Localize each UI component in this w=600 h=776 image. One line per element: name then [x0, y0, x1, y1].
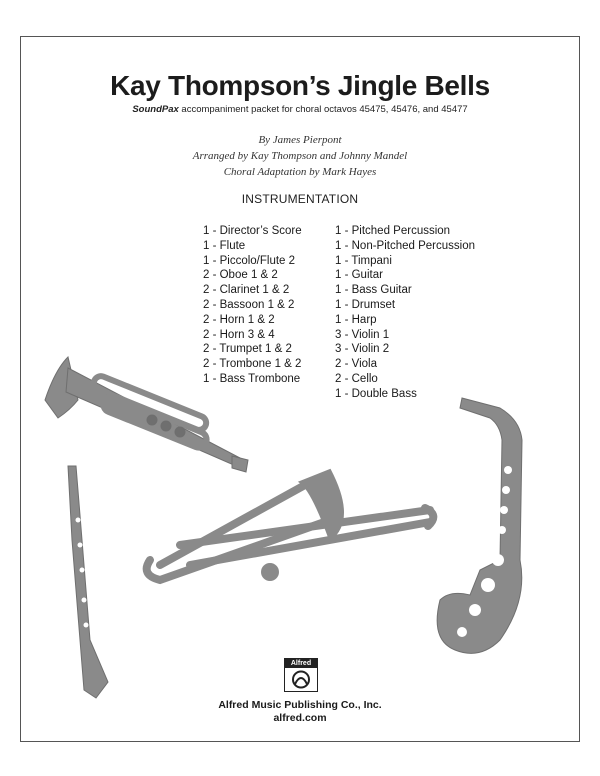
- list-item: 2 - Viola: [335, 358, 377, 371]
- list-item: 2 - Clarinet 1 & 2: [203, 284, 290, 297]
- publisher-block: [0, 699, 600, 725]
- credit-composer: By James Pierpont: [258, 134, 342, 146]
- list-item: 2 - Trombone 1 & 2: [203, 358, 302, 371]
- list-item: 2 - Trumpet 1 & 2: [203, 343, 292, 356]
- list-item: 1 - Harp: [335, 313, 377, 326]
- list-item: 1 - Drumset: [335, 298, 396, 311]
- credit-arranger: Arranged by Kay Thompson and Johnny Mandel: [192, 150, 408, 162]
- list-item: 1 - Flute: [203, 239, 246, 252]
- list-item: 1 - Bass Trombone: [203, 372, 301, 385]
- list-item: 1 - Piccolo/Flute 2: [203, 254, 296, 267]
- trumpet-icon: [45, 357, 248, 472]
- list-item: 1 - Guitar: [335, 269, 383, 282]
- alfred-logo: [284, 658, 318, 692]
- publisher-name: Alfred Music Publishing Co., Inc.: [218, 699, 382, 711]
- list-item: 2 - Horn 1 & 2: [203, 313, 275, 326]
- clarinet-icon: [68, 466, 108, 698]
- page-title: Kay Thompson’s Jingle Bells: [110, 70, 490, 101]
- list-item: 3 - Violin 2: [335, 343, 390, 356]
- list-item: 2 - Oboe 1 & 2: [203, 269, 278, 282]
- list-item: 3 - Violin 1: [335, 328, 390, 341]
- list-item: 1 - Non-Pitched Percussion: [335, 239, 475, 252]
- subtitle-text: accompaniment packet for choral octavos 45475, 45476, and 45477: [178, 104, 468, 115]
- instrumentation-heading: INSTRUMENTATION: [241, 192, 359, 206]
- list-item: 2 - Bassoon 1 & 2: [203, 298, 295, 311]
- publisher-url: alfred.com: [273, 712, 327, 724]
- list-item: 2 - Horn 3 & 4: [203, 328, 275, 341]
- credit-adaptation: Choral Adaptation by Mark Hayes: [223, 166, 377, 178]
- alfred-logo-text: Alfred: [285, 659, 317, 668]
- list-item: 1 - Timpani: [335, 254, 392, 267]
- list-item: 2 - Cello: [335, 372, 378, 385]
- list-item: 1 - Director’s Score: [203, 225, 302, 237]
- trombone-icon: [147, 470, 434, 580]
- list-item: 1 - Pitched Percussion: [335, 225, 451, 237]
- alfred-logo-mark-icon: [285, 668, 317, 691]
- saxophone-icon: [437, 398, 522, 653]
- subtitle-brand: SoundPax: [132, 104, 179, 115]
- list-item: 1 - Bass Guitar: [335, 284, 412, 297]
- list-item: 1 - Double Bass: [335, 387, 417, 400]
